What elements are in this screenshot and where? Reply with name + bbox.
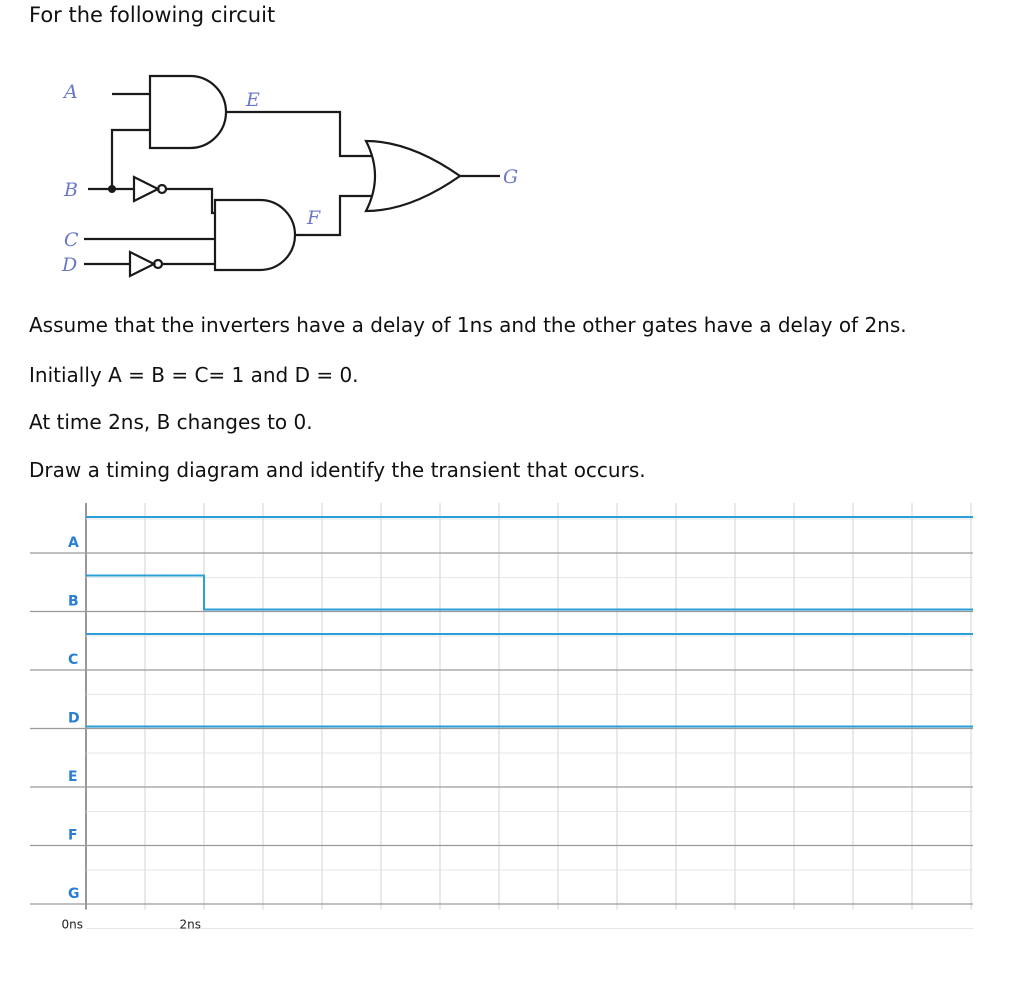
time-labels <box>62 918 202 932</box>
label-a: A <box>64 81 78 103</box>
label-b: B <box>64 179 78 201</box>
signal-label-b: B <box>68 593 79 610</box>
waveform-b <box>86 576 973 610</box>
intro-text: For the following circuit <box>29 3 276 27</box>
label-f: F <box>307 207 321 229</box>
signal-label-e: E <box>68 769 78 785</box>
signal-labels <box>68 535 80 902</box>
delay-assumption-text: Assume that the inverters have a delay of 1ns and the other gates have a delay of 2ns. <box>29 313 907 337</box>
label-c: C <box>64 229 79 251</box>
signal-label-g: G <box>68 886 80 902</box>
signal-label-a: A <box>68 535 79 551</box>
task-text: Draw a timing diagram and identify the transient that occurs. <box>29 458 646 482</box>
signal-label-c: C <box>68 652 79 668</box>
waveform-traces <box>86 517 973 727</box>
initial-state-text: Initially A = B = C= 1 and D = 0. <box>29 363 359 387</box>
signal-label-d: D <box>68 710 80 727</box>
time-label-2ns: 2ns <box>179 917 201 932</box>
label-d: D <box>62 254 78 276</box>
event-text: At time 2ns, B changes to 0. <box>29 410 313 434</box>
signal-label-f: F <box>68 827 78 844</box>
timing-grid <box>30 503 973 929</box>
label-e: E <box>246 89 260 111</box>
label-g: G <box>503 166 519 188</box>
time-label-0ns: 0ns <box>61 917 83 932</box>
